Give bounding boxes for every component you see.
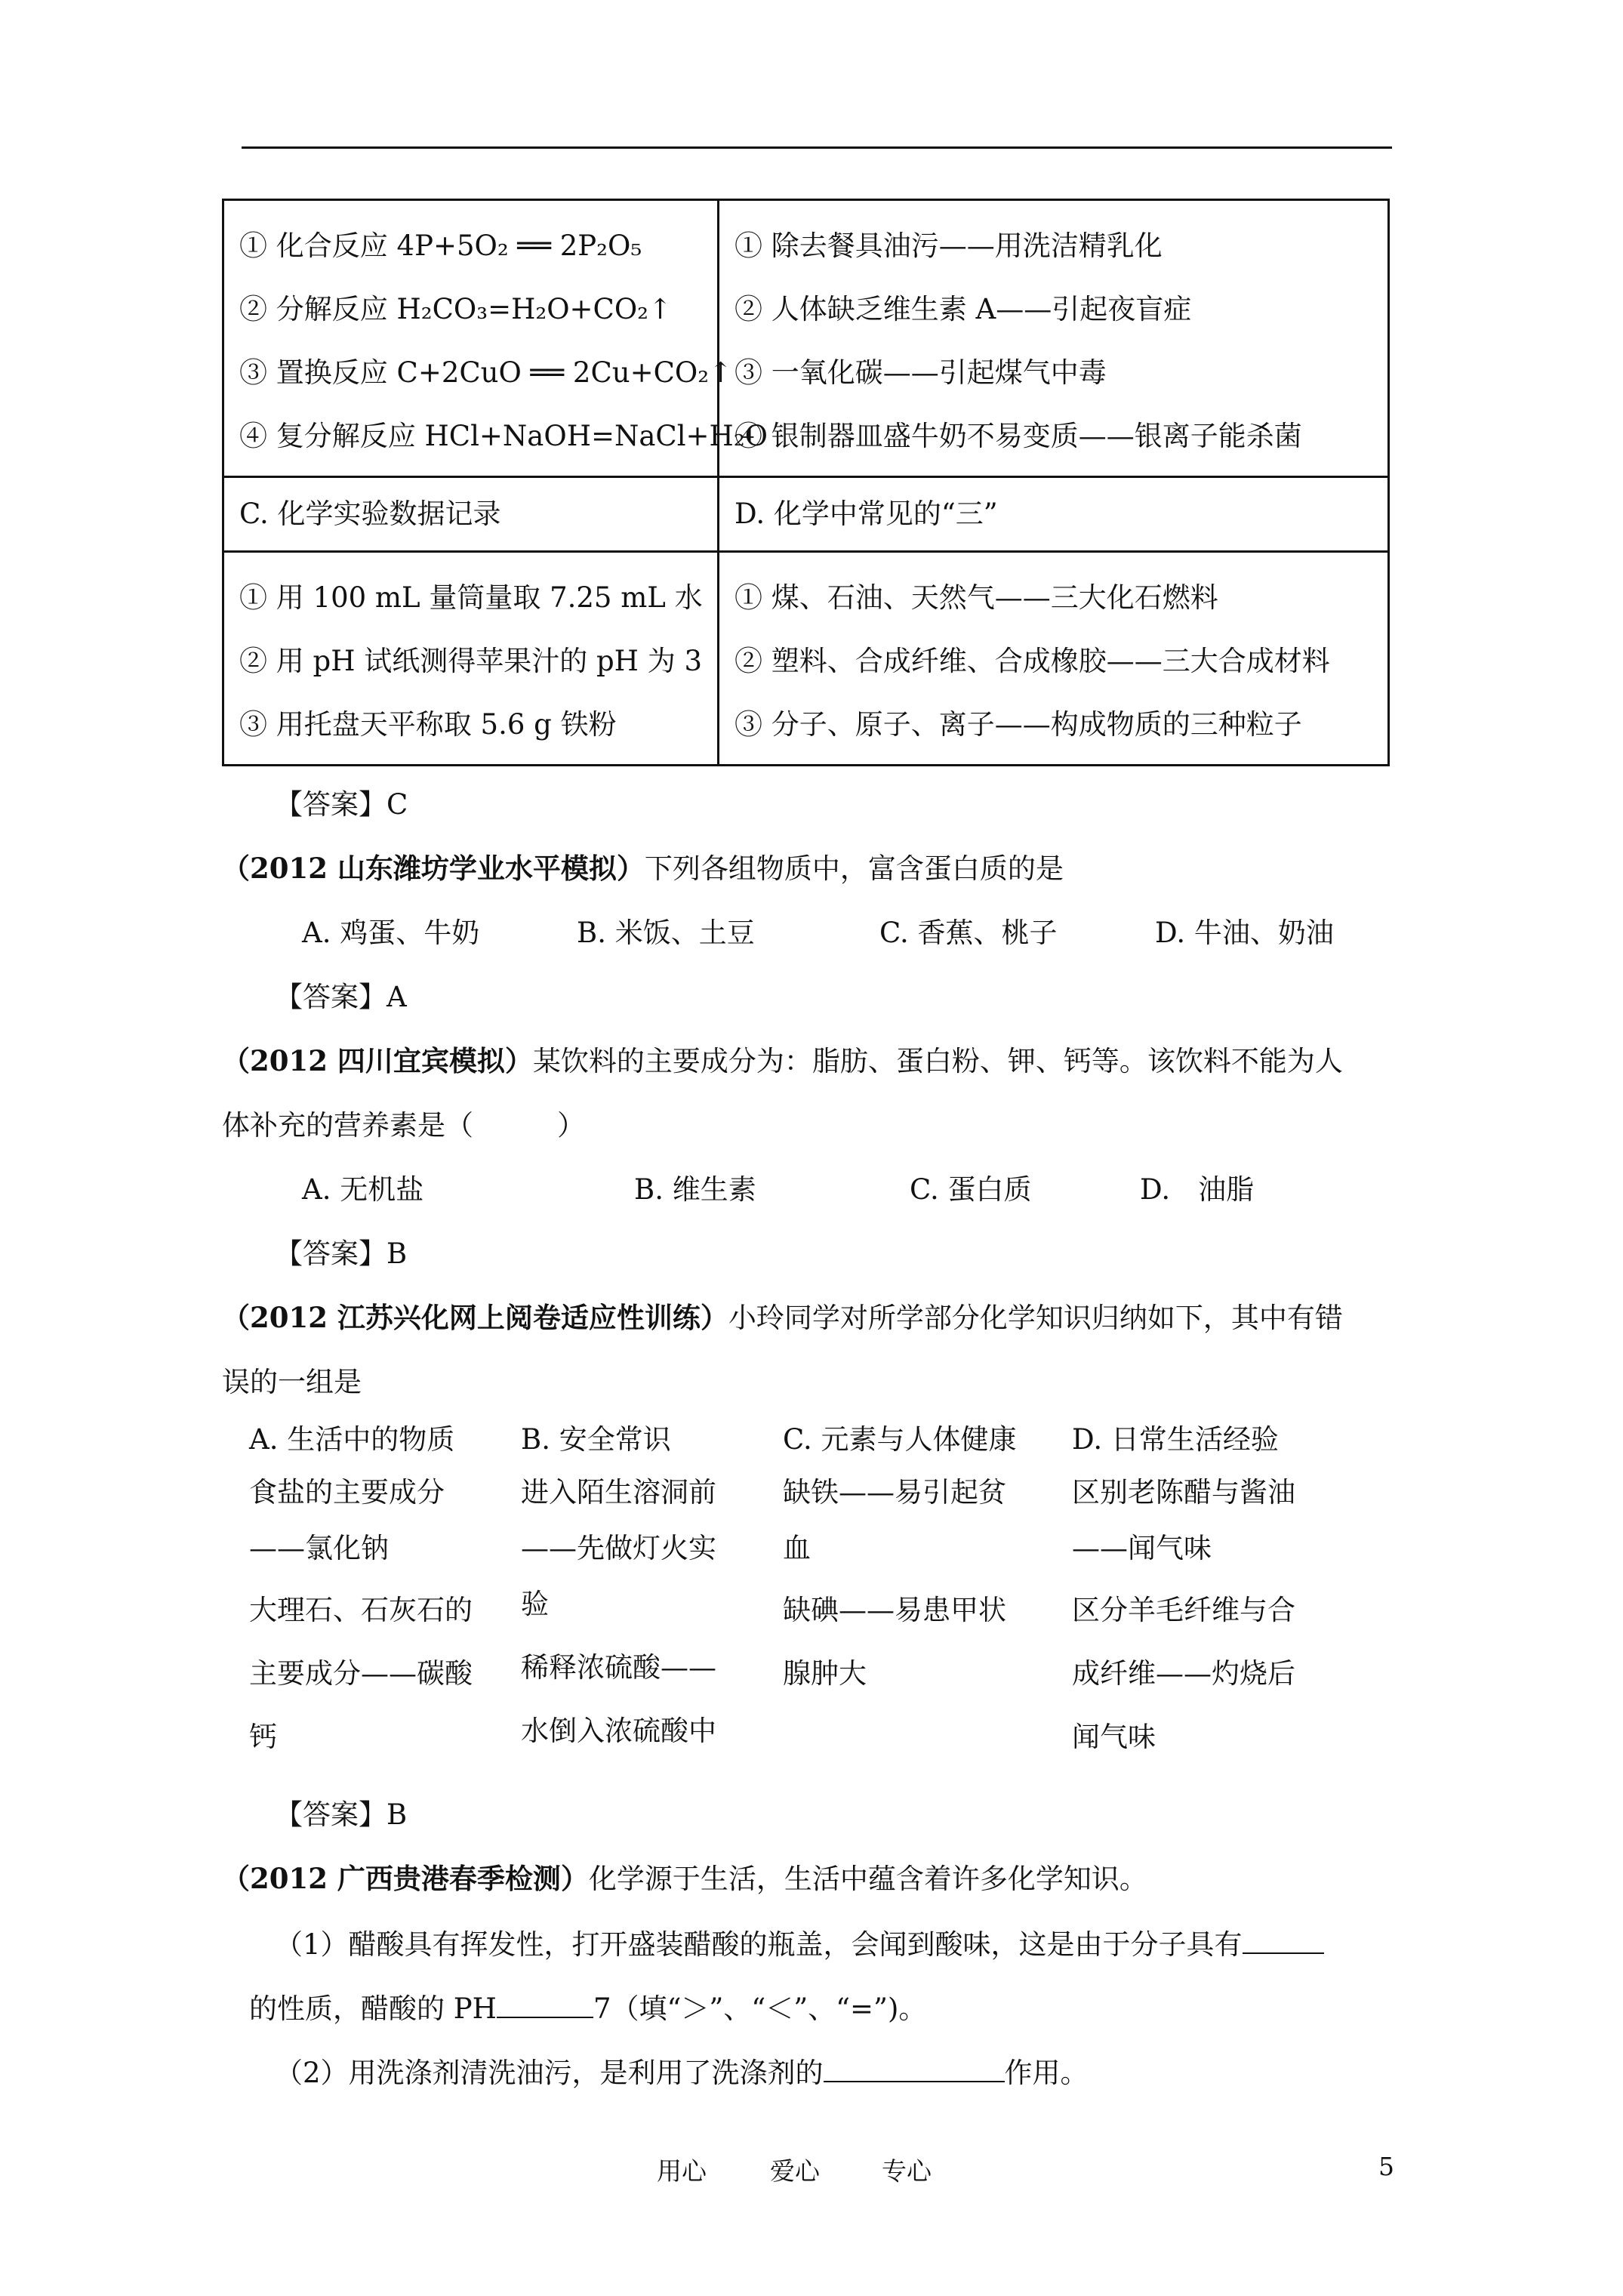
option-line: 食盐的主要成分 — [249, 1476, 445, 1509]
question-source: （2012 山东潍坊学业水平模拟） — [222, 852, 645, 885]
option-line: ——先做灯火实 — [521, 1532, 716, 1564]
option-line: 进入陌生溶洞前 — [521, 1476, 716, 1509]
option-b: B. 维生素 — [634, 1173, 756, 1206]
table-header-c: C. 化学实验数据记录 — [223, 477, 719, 552]
table-row — [223, 477, 1389, 552]
question-stem: 下列各组物质中，富含蛋白质的是 — [644, 852, 1064, 885]
sub-question-1-cont — [249, 1986, 926, 2026]
option-column-d — [1072, 1408, 1336, 1769]
table-line: ④ 复分解反应 HCl+NaOH=NaCl+H₂O — [239, 420, 768, 452]
table-cell-data-record — [223, 552, 719, 766]
option-line: 稀释浓硫酸—— — [521, 1651, 716, 1684]
sub-question-1 — [275, 1922, 1324, 1962]
option-line: 缺碘——易患甲状 — [783, 1594, 1006, 1626]
option-line: ——闻气味 — [1072, 1532, 1212, 1564]
table-line: ① 化合反应 4P+5O₂ ══ 2P₂O₅ — [239, 230, 642, 262]
option-c: C. 蛋白质 — [910, 1173, 1032, 1206]
option-line: 缺铁——易引起贫 — [783, 1476, 1006, 1509]
option-line: C. 元素与人体健康 — [783, 1423, 1017, 1456]
option-column-a — [249, 1408, 513, 1769]
answer-blank — [497, 1989, 593, 2018]
option-line: 区分羊毛纤维与合 — [1072, 1594, 1295, 1626]
option-c: C. 香蕉、桃子 — [879, 917, 1058, 949]
answer-blank — [1243, 1925, 1324, 1954]
question-stem: 某饮料的主要成分为：脂肪、蛋白粉、钾、钙等。该饮料不能为人 — [532, 1045, 1343, 1077]
option-line: 腺肿大 — [783, 1657, 867, 1690]
sub-question-text: 的性质，醋酸的 PH — [249, 1992, 497, 2025]
answer-2: 【答案】A — [275, 981, 407, 1013]
footer-text: 爱心 — [770, 2156, 820, 2186]
option-d: D. 油脂 — [1140, 1173, 1255, 1206]
table-line: ① 用 100 mL 量筒量取 7.25 mL 水 — [239, 581, 703, 614]
table-cell-life — [719, 200, 1389, 477]
option-line: A. 生活中的物质 — [249, 1423, 455, 1456]
question-source: （2012 四川宜宾模拟） — [222, 1044, 533, 1077]
header-rule — [242, 146, 1392, 149]
footer-text: 用心 — [657, 2156, 707, 2186]
table-line: ② 用 pH 试纸测得苹果汁的 pH 为 3 — [239, 645, 703, 677]
table-cell-three — [719, 552, 1389, 766]
table-line: ④ 银制器皿盛牛奶不易变质——银离子能杀菌 — [735, 420, 1302, 452]
question-stem: 化学源于生活，生活中蕴含着许多化学知识。 — [588, 1863, 1147, 1895]
table-cell-reactions — [223, 200, 768, 477]
knowledge-table — [222, 199, 1390, 766]
table-line: ② 分解反应 H₂CO₃=H₂O+CO₂↑ — [239, 293, 673, 325]
option-line: ——氯化钠 — [249, 1532, 389, 1564]
question-source: （2012 广西贵港春季检测） — [222, 1862, 589, 1895]
option-line: 闻气味 — [1072, 1721, 1156, 1753]
answer-4: 【答案】B — [275, 1798, 408, 1831]
question-5 — [222, 1856, 1147, 1897]
table-line: ① 除去餐具油污——用洗洁精乳化 — [735, 230, 1163, 262]
footer-text: 专心 — [882, 2156, 932, 2186]
question-4 — [222, 1295, 1343, 1336]
answer-3: 【答案】B — [275, 1237, 408, 1270]
answer-1: 【答案】C — [275, 788, 408, 821]
table-line: ① 煤、石油、天然气——三大化石燃料 — [735, 581, 1218, 614]
table-line: ③ 用托盘天平称取 5.6 g 铁粉 — [239, 708, 617, 741]
table-header-d: D. 化学中常见的“三” — [719, 477, 1389, 552]
option-d: D. 牛油、奶油 — [1155, 917, 1334, 949]
option-line: 区别老陈醋与酱油 — [1072, 1476, 1295, 1509]
table-row — [223, 552, 1389, 766]
option-column-b — [521, 1408, 785, 1763]
page-number: 5 — [1378, 2152, 1394, 2181]
option-line: 水倒入浓硫酸中 — [521, 1715, 716, 1747]
option-line: 血 — [783, 1532, 811, 1564]
sub-question-text: （1）醋酸具有挥发性，打开盛装醋酸的瓶盖，会闻到酸味，这是由于分子具有 — [275, 1928, 1243, 1961]
option-line: 钙 — [249, 1721, 277, 1753]
question-source: （2012 江苏兴化网上阅卷适应性训练） — [222, 1301, 728, 1334]
answer-blank — [824, 2054, 1005, 2082]
option-line: 验 — [521, 1588, 549, 1620]
sub-question-text: 作用。 — [1004, 2057, 1089, 2089]
sub-question-text: 7（填“＞”、“＜”、“=”)。 — [593, 1992, 927, 2025]
table-line: ② 塑料、合成纤维、合成橡胶——三大合成材料 — [735, 645, 1330, 677]
option-a: A. 鸡蛋、牛奶 — [302, 917, 480, 949]
table-line: ② 人体缺乏维生素 A——引起夜盲症 — [735, 293, 1192, 325]
option-line: 成纤维——灼烧后 — [1072, 1657, 1295, 1690]
question-stem: 小玲同学对所学部分化学知识归纳如下，其中有错 — [728, 1302, 1343, 1334]
sub-question-text: （2）用洗涤剂清洗油污，是利用了洗涤剂的 — [275, 2057, 824, 2089]
question-3-cont: 体补充的营养素是（ ） — [222, 1109, 585, 1142]
option-column-c — [783, 1408, 1047, 1706]
question-2 — [222, 846, 1064, 886]
question-3 — [222, 1038, 1343, 1079]
option-line: B. 安全常识 — [521, 1423, 671, 1456]
table-row — [223, 200, 1389, 477]
option-line: D. 日常生活经验 — [1072, 1423, 1279, 1456]
table-line: ③ 一氧化碳——引起煤气中毒 — [735, 356, 1107, 389]
table-line: ③ 分子、原子、离子——构成物质的三种粒子 — [735, 708, 1302, 741]
option-b: B. 米饭、土豆 — [577, 917, 755, 949]
sub-question-2 — [275, 2050, 1089, 2091]
option-a: A. 无机盐 — [302, 1173, 424, 1206]
option-line: 大理石、石灰石的 — [249, 1594, 473, 1626]
option-line: 主要成分——碳酸 — [249, 1657, 473, 1690]
table-line: ③ 置换反应 C+2CuO ══ 2Cu+CO₂↑ — [239, 356, 733, 389]
question-4-cont: 误的一组是 — [222, 1366, 362, 1398]
